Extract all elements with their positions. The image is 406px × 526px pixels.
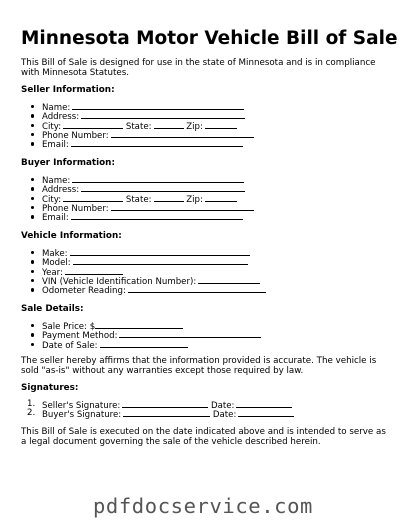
buyer-phone-label: Phone Number: — [42, 203, 109, 214]
buyer-address-label: Address: — [42, 185, 80, 196]
bullet-icon — [31, 279, 34, 282]
bullet-icon — [31, 133, 34, 136]
seller-state-label: State: — [125, 121, 152, 132]
bullet-icon — [31, 333, 34, 336]
buyer-signature-date-field[interactable] — [238, 409, 294, 417]
vehicle-year-label: Year: — [42, 267, 63, 278]
sale-date-field[interactable] — [100, 340, 188, 348]
bullet-icon — [31, 114, 34, 117]
seller-signature-date-field[interactable] — [236, 400, 292, 408]
payment-method-field[interactable] — [119, 330, 261, 338]
bullet-icon — [31, 178, 34, 181]
vehicle-model-field[interactable] — [73, 257, 248, 265]
vehicle-model-label: Model: — [42, 258, 71, 269]
closing-paragraph: This Bill of Sale is executed on the date indicated above and is intended to serve as a legal document governing the sale of the vehicle described herein. — [21, 427, 386, 447]
vehicle-odometer-field[interactable] — [128, 285, 266, 293]
buyer-email-label: Email: — [42, 213, 69, 224]
seller-name-label: Name: — [42, 103, 71, 113]
vehicle-make-label: Make: — [42, 249, 68, 259]
bullet-icon — [31, 206, 34, 209]
seller-signature-date-label: Date: — [211, 401, 235, 411]
bullet-icon — [31, 187, 34, 190]
document-title: Minnesota Motor Vehicle Bill of Sale — [21, 28, 398, 49]
seller-zip-label: Zip: — [186, 121, 203, 132]
buyer-email-field[interactable] — [71, 212, 243, 220]
seller-signature-field[interactable] — [122, 400, 208, 408]
site-watermark: pdfdocservice.com — [92, 494, 313, 518]
buyer-name-field[interactable] — [72, 175, 244, 183]
seller-city-label: City: — [42, 121, 62, 132]
bullet-icon — [31, 197, 34, 200]
seller-zip-field[interactable] — [205, 121, 237, 129]
buyer-signature-field[interactable] — [123, 409, 210, 417]
buyer-name-label: Name: — [42, 176, 71, 186]
buyer-zip-field[interactable] — [205, 194, 237, 202]
vehicle-odometer-label: Odometer Reading: — [42, 286, 126, 297]
buyer-heading: Buyer Information: — [21, 158, 115, 168]
seller-signature-label: Seller's Signature: — [42, 401, 121, 411]
bullet-icon — [31, 142, 34, 145]
buyer-address-field[interactable] — [81, 184, 245, 192]
seller-address-field[interactable] — [81, 111, 245, 119]
bullet-icon — [31, 215, 34, 218]
seller-address-label: Address: — [42, 112, 80, 123]
bullet-icon — [31, 324, 34, 327]
sale-date-label: Date of Sale: — [42, 340, 98, 351]
seller-heading: Seller Information: — [21, 85, 115, 95]
seller-email-label: Email: — [42, 140, 69, 151]
buyer-signature-label: Buyer's Signature: — [42, 410, 122, 421]
buyer-signature-date-label: Date: — [212, 410, 237, 421]
vehicle-heading: Vehicle Information: — [21, 231, 122, 241]
buyer-state-field[interactable] — [154, 194, 184, 202]
affirmation-paragraph: The seller hereby affirms that the information provided is accurate. The vehicle is sold "as-is" without any warranties except those required by law. — [21, 356, 377, 376]
bullet-icon — [31, 288, 34, 291]
list-number: 2. — [27, 408, 36, 419]
buyer-city-label: City: — [42, 194, 62, 205]
bullet-icon — [31, 270, 34, 273]
bullet-icon — [31, 343, 34, 346]
buyer-zip-label: Zip: — [186, 194, 203, 205]
payment-method-label: Payment Method: — [42, 331, 118, 342]
seller-state-field[interactable] — [154, 121, 184, 129]
buyer-city-field[interactable] — [63, 194, 123, 202]
vehicle-vin-field[interactable] — [198, 276, 260, 284]
vehicle-make-field[interactable] — [70, 248, 250, 256]
bullet-icon — [31, 260, 34, 263]
vehicle-vin-label: VIN (Vehicle Identification Number): — [42, 276, 197, 287]
seller-city-field[interactable] — [63, 121, 123, 129]
bullet-icon — [31, 251, 34, 254]
seller-phone-label: Phone Number: — [42, 130, 109, 141]
sale-price-label: Sale Price: $ — [42, 322, 96, 332]
buyer-state-label: State: — [125, 194, 152, 205]
bullet-icon — [31, 124, 34, 127]
signatures-heading: Signatures: — [21, 383, 79, 393]
seller-phone-field[interactable] — [111, 130, 254, 138]
sale-heading: Sale Details: — [21, 304, 84, 314]
sale-price-field[interactable] — [95, 321, 183, 329]
intro-paragraph: This Bill of Sale is designed for use in the state of Minnesota and is in compliance with Minnesota Statutes. — [21, 58, 376, 78]
seller-email-field[interactable] — [71, 139, 243, 147]
seller-name-field[interactable] — [72, 102, 244, 110]
vehicle-year-field[interactable] — [65, 267, 123, 275]
buyer-phone-field[interactable] — [111, 203, 254, 211]
list-number: 1. — [27, 399, 36, 409]
bullet-icon — [31, 105, 34, 108]
